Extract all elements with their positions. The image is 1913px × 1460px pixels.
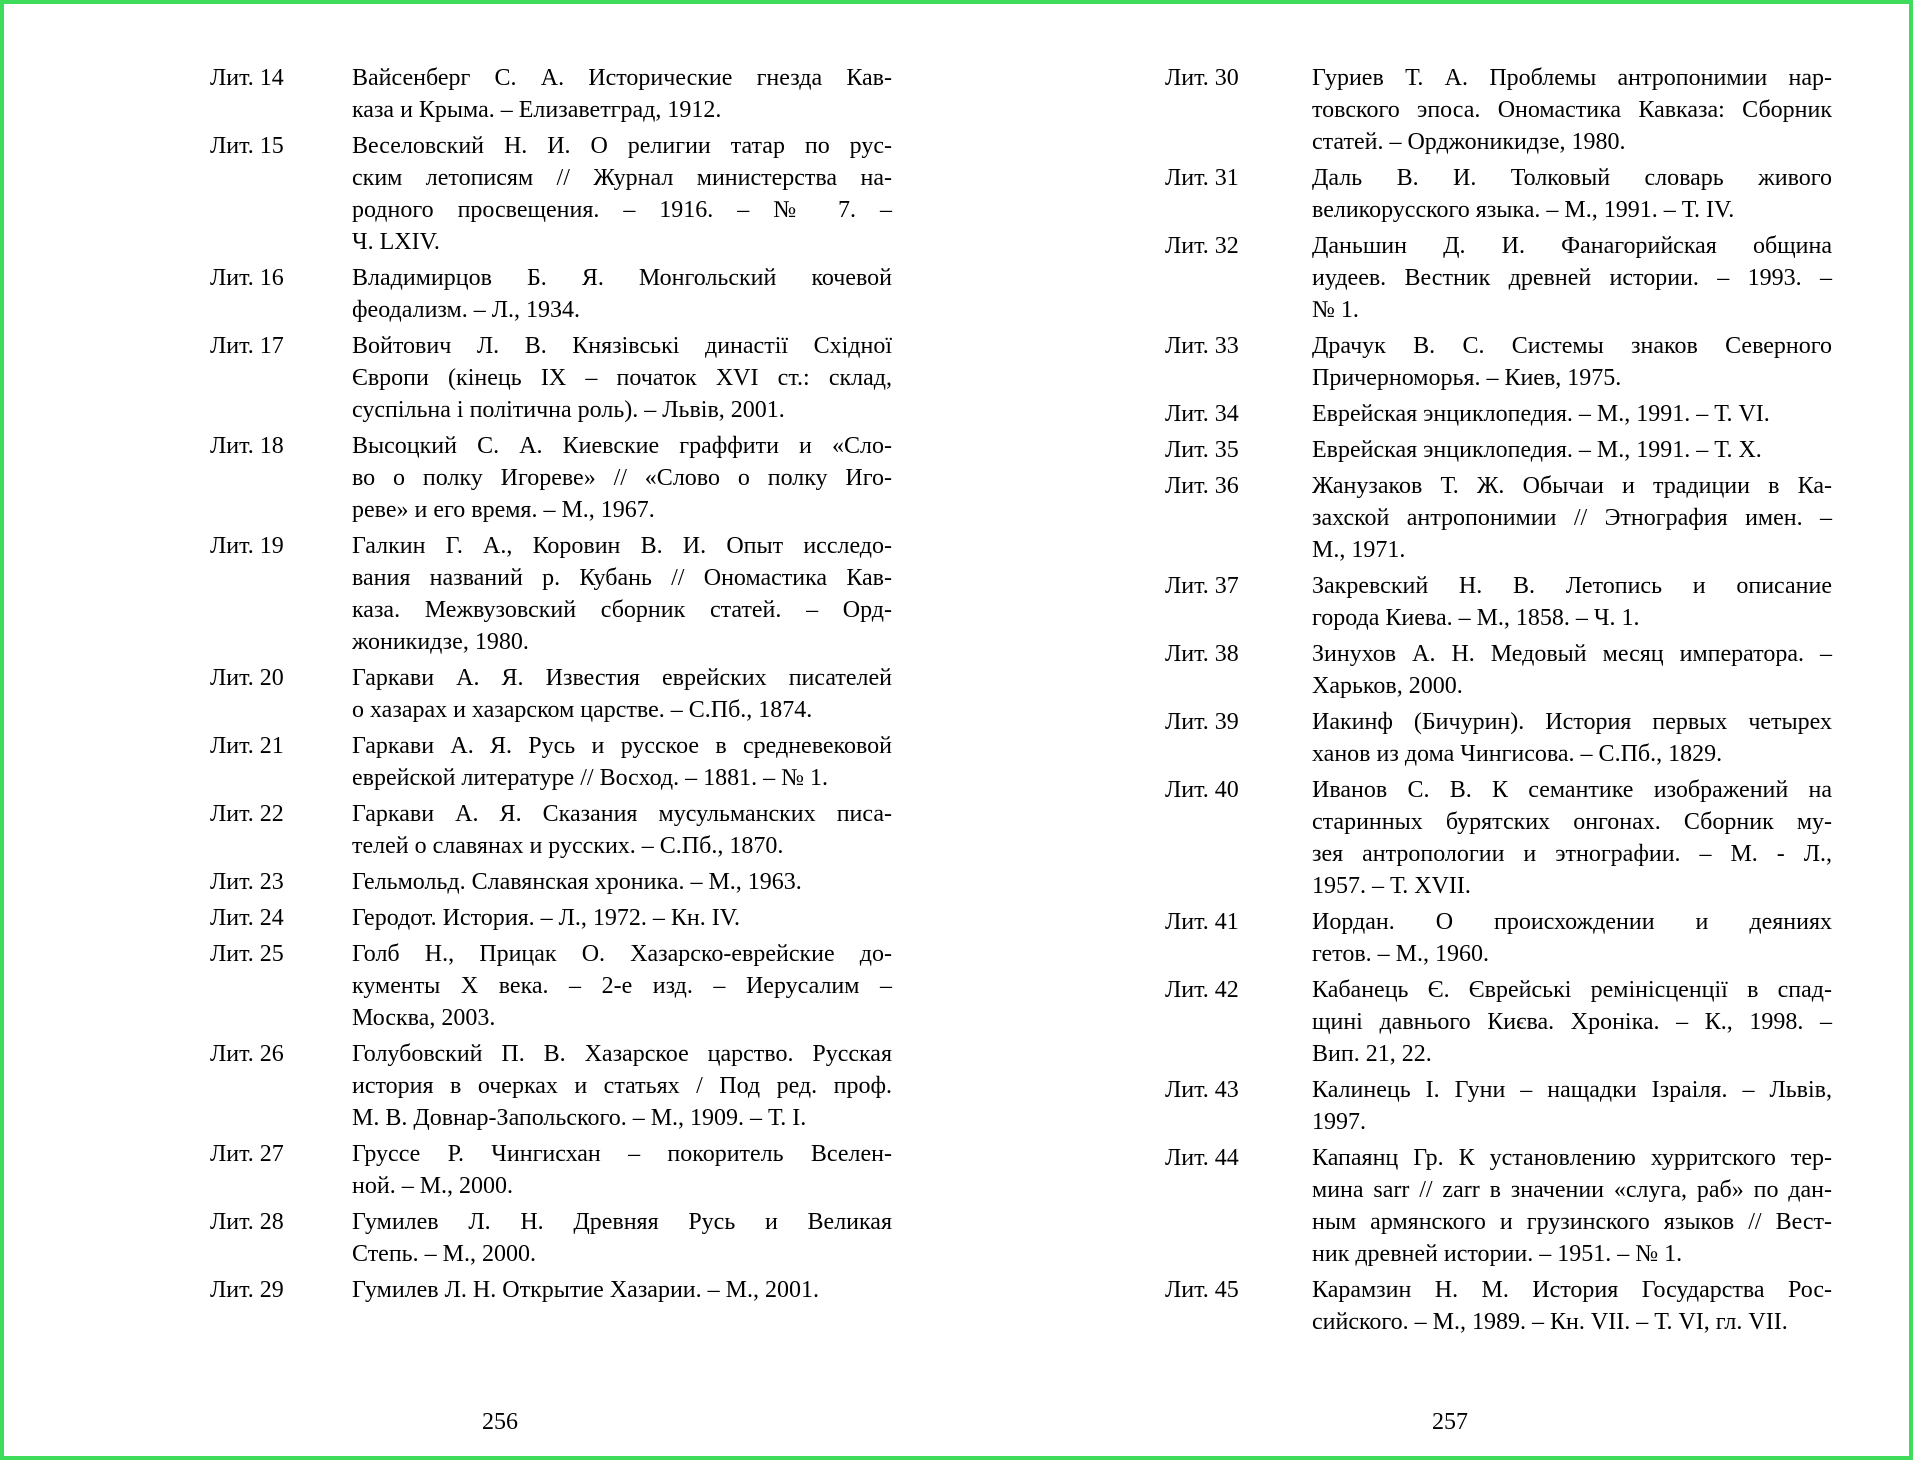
entry-line: Даньшин Д. И. Фанагорийская община [1312, 233, 1832, 259]
entry-text [1312, 570, 1832, 634]
entry-label: Лит. 36 [1165, 473, 1239, 499]
entry-line: М. В. Довнар-Запольского. – М., 1909. – Т. I. [352, 1105, 807, 1131]
entry-line: феодализм. – Л., 1934. [352, 297, 581, 323]
entry-text [352, 1274, 892, 1306]
bibliography-entry [210, 130, 892, 258]
entry-line: еврейской литературе // Восход. – 1881. – № 1. [352, 765, 829, 791]
entry-line: № 1. [1312, 297, 1359, 323]
entry-line: Степь. – М., 2000. [352, 1241, 536, 1267]
entry-label: Лит. 42 [1165, 977, 1239, 1003]
entry-text [1312, 330, 1832, 394]
entry-text [1312, 1142, 1832, 1270]
bibliography-entry [210, 530, 892, 658]
entry-label: Лит. 40 [1165, 777, 1239, 803]
entry-text [1312, 706, 1832, 770]
entry-label: Лит. 27 [210, 1141, 284, 1167]
entry-text [352, 1206, 892, 1270]
entry-line: телей о славянах и русских. – С.Пб., 1870. [352, 833, 784, 859]
entry-line: вания названий р. Кубань // Ономастика Кав- [352, 565, 892, 591]
entry-label: Лит. 23 [210, 869, 284, 895]
bibliography-entry [210, 330, 892, 426]
entry-line: сийского. – М., 1989. – Кн. VII. – Т. VI, гл. VII. [1312, 1309, 1788, 1335]
entry-line: реве» и его время. – М., 1967. [352, 497, 655, 523]
entry-text [352, 866, 892, 898]
entry-label: Лит. 35 [1165, 437, 1239, 463]
bibliography-entry [210, 938, 892, 1034]
entry-line: кументы Х века. – 2-е изд. – Иерусалим – [352, 973, 892, 999]
entry-text [1312, 230, 1832, 326]
entry-line: Вайсенберг С. А. Исторические гнезда Кав- [352, 65, 892, 91]
entry-label: Лит. 32 [1165, 233, 1239, 259]
entry-line: щині давнього Києва. Хроніка. – К., 1998. – [1312, 1009, 1832, 1035]
bibliography-entry [210, 430, 892, 526]
entry-text [352, 662, 892, 726]
bibliography-entry [210, 730, 892, 794]
entry-line: Вип. 21, 22. [1312, 1041, 1432, 1067]
entry-text [1312, 62, 1832, 158]
entry-line: Груссе Р. Чингисхан – покоритель Вселен- [352, 1141, 892, 1167]
entry-line: Гумилев Л. Н. Открытие Хазарии. – М., 2001. [352, 1277, 819, 1303]
entry-line: суспільна і політична роль). – Львів, 2001. [352, 397, 785, 423]
entry-line: зея антропологии и этнографии. – М. - Л., [1312, 841, 1832, 867]
entry-line: Гаркави А. Я. Сказания мусульманских писа- [352, 801, 892, 827]
bibliography-page-right [1165, 62, 1832, 1342]
entry-line: Харьков, 2000. [1312, 673, 1463, 699]
entry-line: Иванов С. В. К семантике изображений на [1312, 777, 1832, 803]
entry-label: Лит. 41 [1165, 909, 1239, 935]
entry-label: Лит. 45 [1165, 1277, 1239, 1303]
entry-line: великорусского языка. – М., 1991. – Т. IV. [1312, 197, 1735, 223]
entry-label: Лит. 18 [210, 433, 284, 459]
entry-line: Гаркави А. Я. Известия еврейских писателей [352, 665, 892, 691]
entry-line: Калинець І. Гуни – нащадки Ізраіля. – Львів, [1312, 1077, 1832, 1103]
entry-text [1312, 638, 1832, 702]
bibliography-entry [1165, 570, 1832, 634]
entry-text [1312, 434, 1832, 466]
entry-line: Зинухов А. Н. Медовый месяц императора. – [1312, 641, 1832, 667]
entry-line: Еврейская энциклопедия. – М., 1991. – Т. Х. [1312, 437, 1762, 463]
entry-line: Кабанець Є. Єврейські ремінісценції в спад- [1312, 977, 1832, 1003]
entry-text [352, 730, 892, 794]
entry-text [1312, 774, 1832, 902]
bibliography-entry [1165, 706, 1832, 770]
entry-label: Лит. 37 [1165, 573, 1239, 599]
bibliography-entry [1165, 230, 1832, 326]
entry-line: Гумилев Л. Н. Древняя Русь и Великая [352, 1209, 892, 1235]
entry-line: Высоцкий С. А. Киевские граффити и «Сло- [352, 433, 892, 459]
entry-line: мина sarr // zarr в значении «слуга, раб» по дан- [1312, 1177, 1832, 1203]
bibliography-entry [1165, 434, 1832, 466]
entry-label: Лит. 17 [210, 333, 284, 359]
entry-line: Владимирцов Б. Я. Монгольский кочевой [352, 265, 892, 291]
entry-label: Лит. 38 [1165, 641, 1239, 667]
entry-text [352, 530, 892, 658]
entry-line: Войтович Л. В. Князівські династії Східної [352, 333, 892, 359]
entry-line: Еврейская энциклопедия. – М., 1991. – Т. VI. [1312, 401, 1770, 427]
entry-text [352, 1038, 892, 1134]
entry-line: Даль В. И. Толковый словарь живого [1312, 165, 1832, 191]
bibliography-entry [1165, 162, 1832, 226]
entry-line: иудеев. Вестник древней истории. – 1993. – [1312, 265, 1832, 291]
bibliography-entry [1165, 398, 1832, 430]
entry-label: Лит. 21 [210, 733, 284, 759]
entry-line: Иордан. О происхождении и деяниях [1312, 909, 1832, 935]
page-number-left: 256 [482, 1409, 518, 1435]
entry-line: статей. – Орджоникидзе, 1980. [1312, 129, 1626, 155]
entry-line: жоникидзе, 1980. [352, 629, 529, 655]
entry-line: М., 1971. [1312, 537, 1406, 563]
bibliography-entry [210, 1038, 892, 1134]
bibliography-entry [210, 262, 892, 326]
entry-line: Жанузаков Т. Ж. Обычаи и традиции в Ка- [1312, 473, 1832, 499]
bibliography-entry [210, 866, 892, 898]
entry-line: ханов из дома Чингисова. – С.Пб., 1829. [1312, 741, 1723, 767]
entry-line: 1997. [1312, 1109, 1366, 1135]
bibliography-entry [1165, 1074, 1832, 1138]
entry-line: Карамзин Н. М. История Государства Рос- [1312, 1277, 1832, 1303]
entry-line: Голб Н., Прицак О. Хазарско-еврейские до- [352, 941, 892, 967]
bibliography-entry [210, 1274, 892, 1306]
entry-label: Лит. 20 [210, 665, 284, 691]
entry-line: гетов. – М., 1960. [1312, 941, 1490, 967]
entry-line: Капаянц Гр. К установлению хурритского тер- [1312, 1145, 1832, 1171]
entry-text [352, 902, 892, 934]
entry-line: Веселовский Н. И. О религии татар по рус- [352, 133, 892, 159]
bibliography-entry [1165, 330, 1832, 394]
entry-text [352, 938, 892, 1034]
bibliography-entry [1165, 1274, 1832, 1338]
entry-label: Лит. 31 [1165, 165, 1239, 191]
entry-text [352, 262, 892, 326]
entry-line: каза. Межвузовский сборник статей. – Орд- [352, 597, 892, 623]
bibliography-entry [1165, 906, 1832, 970]
bibliography-entry [210, 62, 892, 126]
bibliography-entry [210, 1138, 892, 1202]
entry-line: Закревский Н. В. Летопись и описание [1312, 573, 1832, 599]
bibliography-entry [1165, 62, 1832, 158]
entry-label: Лит. 24 [210, 905, 284, 931]
entry-text [1312, 398, 1832, 430]
entry-label: Лит. 33 [1165, 333, 1239, 359]
entry-text [1312, 470, 1832, 566]
entry-label: Лит. 39 [1165, 709, 1239, 735]
bibliography-entry [1165, 1142, 1832, 1270]
entry-label: Лит. 43 [1165, 1077, 1239, 1103]
entry-label: Лит. 44 [1165, 1145, 1239, 1171]
entry-line: о хазарах и хазарском царстве. – С.Пб., 1874. [352, 697, 813, 723]
entry-line: Європи (кінець IX – початок XVI ст.: склад, [352, 365, 892, 391]
entry-label: Лит. 26 [210, 1041, 284, 1067]
bibliography-entry [210, 1206, 892, 1270]
entry-line: Москва, 2003. [352, 1005, 496, 1031]
entry-label: Лит. 29 [210, 1277, 284, 1303]
bibliography-entry [210, 902, 892, 934]
entry-label: Лит. 22 [210, 801, 284, 827]
page-number-right: 257 [1432, 1409, 1468, 1435]
bibliography-entry [210, 798, 892, 862]
entry-line: захской антропонимии // Этнография имен. – [1312, 505, 1832, 531]
bibliography-entry [1165, 470, 1832, 566]
entry-label: Лит. 30 [1165, 65, 1239, 91]
entry-line: ным армянского и грузинского языков // Вест- [1312, 1209, 1832, 1235]
entry-text [352, 130, 892, 258]
entry-text [352, 330, 892, 426]
bibliography-entry [1165, 774, 1832, 902]
entry-line: Голубовский П. В. Хазарское царство. Русская [352, 1041, 892, 1067]
entry-label: Лит. 25 [210, 941, 284, 967]
entry-text [352, 798, 892, 862]
entry-line: товского эпоса. Ономастика Кавказа: Сборник [1312, 97, 1832, 123]
entry-line: во о полку Игореве» // «Слово о полку Иго- [352, 465, 892, 491]
entry-text [352, 62, 892, 126]
entry-line: Галкин Г. А., Коровин В. И. Опыт исследо- [352, 533, 892, 559]
entry-label: Лит. 34 [1165, 401, 1239, 427]
bibliography-page-left [210, 62, 892, 1310]
entry-line: ник древней истории. – 1951. – № 1. [1312, 1241, 1683, 1267]
bibliography-entry [1165, 638, 1832, 702]
entry-label: Лит. 15 [210, 133, 284, 159]
entry-text [352, 430, 892, 526]
entry-line: Иакинф (Бичурин). История первых четырех [1312, 709, 1832, 735]
entry-line: Гаркави А. Я. Русь и русское в средневековой [352, 733, 892, 759]
entry-line: Гуриев Т. А. Проблемы антропонимии нар- [1312, 65, 1832, 91]
entry-line: 1957. – Т. XVII. [1312, 873, 1471, 899]
bibliography-entry [1165, 974, 1832, 1070]
entry-line: Драчук В. С. Системы знаков Северного [1312, 333, 1832, 359]
entry-text [1312, 906, 1832, 970]
entry-line: каза и Крыма. – Елизаветград, 1912. [352, 97, 722, 123]
bibliography-entry [210, 662, 892, 726]
entry-text [1312, 1074, 1832, 1138]
entry-label: Лит. 14 [210, 65, 284, 91]
entry-text [1312, 162, 1832, 226]
entry-line: города Киева. – М., 1858. – Ч. 1. [1312, 605, 1640, 631]
entry-line: старинных бурятских онгонах. Сборник му- [1312, 809, 1832, 835]
entry-line: Ч. LXIV. [352, 229, 440, 255]
entry-line: Геродот. История. – Л., 1972. – Кн. IV. [352, 905, 740, 931]
entry-line: история в очерках и статьях / Под ред. проф. [352, 1073, 892, 1099]
entry-text [1312, 974, 1832, 1070]
entry-line: ским летописям // Журнал министерства на- [352, 165, 892, 191]
entry-line: Причерноморья. – Киев, 1975. [1312, 365, 1622, 391]
entry-line: Гельмольд. Славянская хроника. – М., 1963. [352, 869, 802, 895]
entry-text [1312, 1274, 1832, 1338]
entry-label: Лит. 16 [210, 265, 284, 291]
entry-label: Лит. 19 [210, 533, 284, 559]
entry-label: Лит. 28 [210, 1209, 284, 1235]
entry-line: родного просвещения. – 1916. – № 7. – [352, 197, 892, 223]
entry-line: ной. – М., 2000. [352, 1173, 514, 1199]
entry-text [352, 1138, 892, 1202]
